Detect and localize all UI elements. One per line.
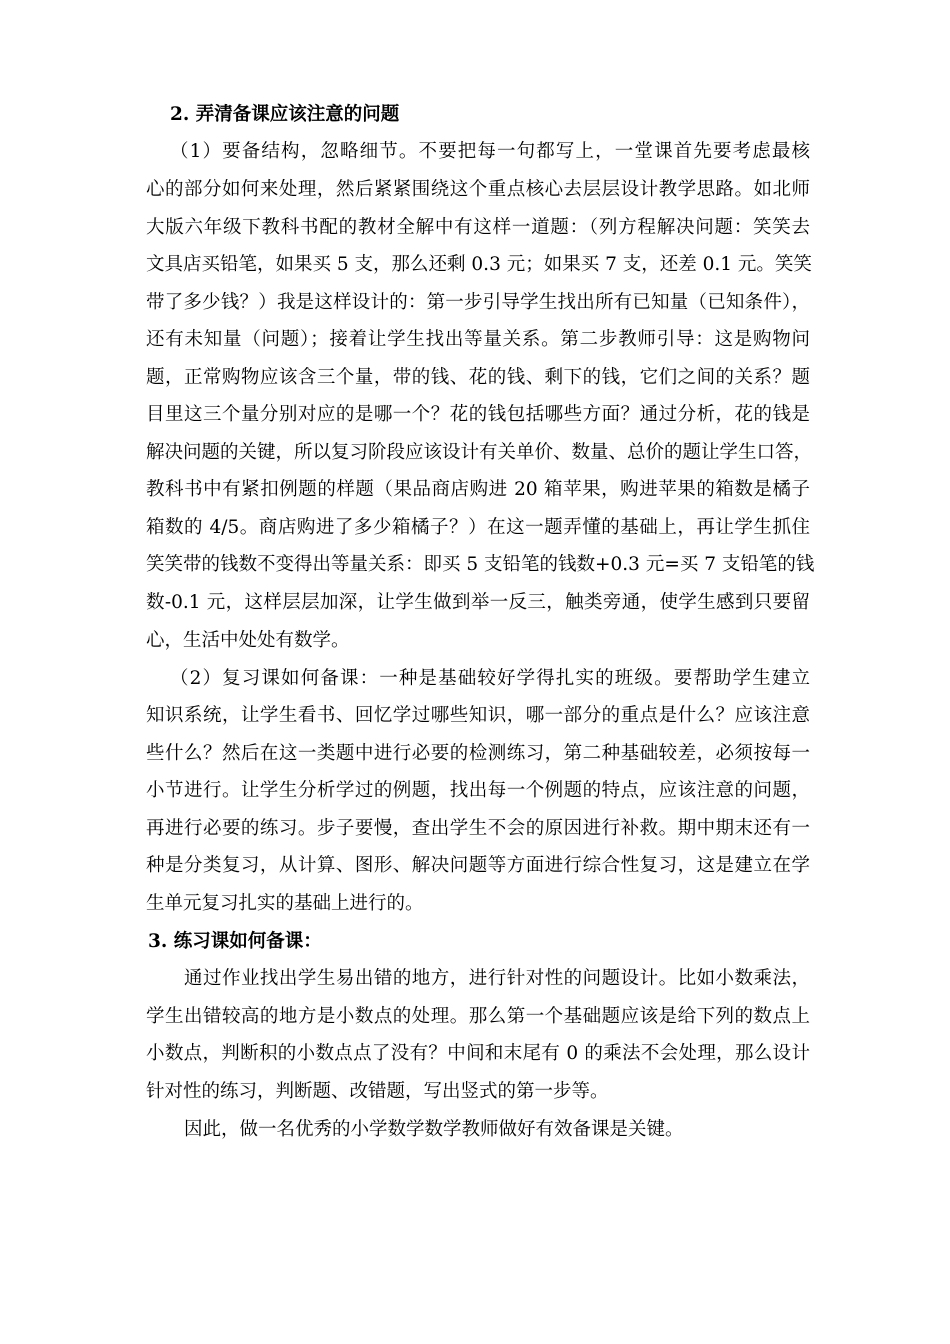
paragraph-line: 针对性的练习，判断题、改错题，写出竖式的第一步等。: [146, 1081, 609, 1102]
paragraph-line: 小数点，判断积的小数点点了没有？中间和末尾有 0 的乘法不会处理，那么设计: [146, 1043, 810, 1064]
paragraph-line: 笑笑带的钱数不变得出等量关系：即买 5 支铅笔的钱数+0.3 元=买 7 支铅笔的钱: [146, 554, 815, 575]
paragraph-line: 文具店买铅笔，如果买 5 支，那么还剩 0.3 元；如果买 7 支，还差 0.1 元。笑笑: [146, 254, 812, 275]
paragraph-line: 箱数的 4/5。商店购进了多少箱橘子？）在这一题弄懂的基础上，再让学生抓住: [146, 517, 810, 538]
paragraph-line: 因此，做一名优秀的小学数学数学教师做好有效备课是关键。: [184, 1119, 684, 1140]
paragraph-line: 大版六年级下教科书配的教材全解中有这样一道题：（列方程解决问题：笑笑去: [146, 217, 810, 238]
paragraph-line: 通过作业找出学生易出错的地方，进行针对性的问题设计。比如小数乘法，: [184, 968, 810, 989]
paragraph-line: 心的部分如何来处理，然后紧紧围绕这个重点核心去层层设计教学思路。如北师: [146, 179, 810, 200]
paragraph-line: 教科书中有紧扣例题的样题（果品商店购进 20 箱苹果，购进苹果的箱数是橘子: [146, 479, 810, 500]
paragraph-line: 数-0.1 元，这样层层加深，让学生做到举一反三，触类旁通，使学生感到只要留: [146, 592, 810, 613]
paragraph-line: 带了多少钱？）我是这样设计的：第一步引导学生找出所有已知量（已知条件），: [146, 292, 810, 313]
section-heading: 2. 弄清备课应该注意的问题: [170, 104, 400, 125]
paragraph-line: （1）要备结构，忽略细节。不要把每一句都写上，一堂课首先要考虑最核: [170, 141, 810, 162]
paragraph-line: 种是分类复习，从计算、图形、解决问题等方面进行综合性复习，这是建立在学: [146, 855, 810, 876]
paragraph-line: 些什么？然后在这一类题中进行必要的检测练习，第二种基础较差，必须按每一: [146, 743, 810, 764]
paragraph-line: 目里这三个量分别对应的是哪一个？花的钱包括哪些方面？通过分析，花的钱是: [146, 404, 810, 425]
paragraph-line: 知识系统，让学生看书、回忆学过哪些知识，哪一部分的重点是什么？应该注意: [146, 705, 810, 726]
paragraph-line: 生单元复习扎实的基础上进行的。: [146, 893, 424, 914]
paragraph-line: 心，生活中处处有数学。: [146, 630, 350, 651]
paragraph-line: （2）复习课如何备课：一种是基础较好学得扎实的班级。要帮助学生建立: [170, 668, 810, 689]
paragraph-line: 小节进行。让学生分析学过的例题，找出每一个例题的特点，应该注意的问题，: [146, 780, 810, 801]
paragraph-line: 还有未知量（问题）；接着让学生找出等量关系。第二步教师引导：这是购物问: [146, 329, 810, 350]
paragraph-line: 解决问题的关键，所以复习阶段应该设计有关单价、数量、总价的题让学生口答，: [146, 442, 813, 463]
paragraph-line: 再进行必要的练习。步子要慢，查出学生不会的原因进行补救。期中期末还有一: [146, 818, 810, 839]
paragraph-line: 题，正常购物应该含三个量，带的钱、花的钱、剩下的钱，它们之间的关系？题: [146, 367, 810, 388]
section-heading: 3. 练习课如何备课：: [148, 931, 322, 952]
paragraph-line: 学生出错较高的地方是小数点的处理。那么第一个基础题应该是给下列的数点上: [146, 1006, 810, 1027]
